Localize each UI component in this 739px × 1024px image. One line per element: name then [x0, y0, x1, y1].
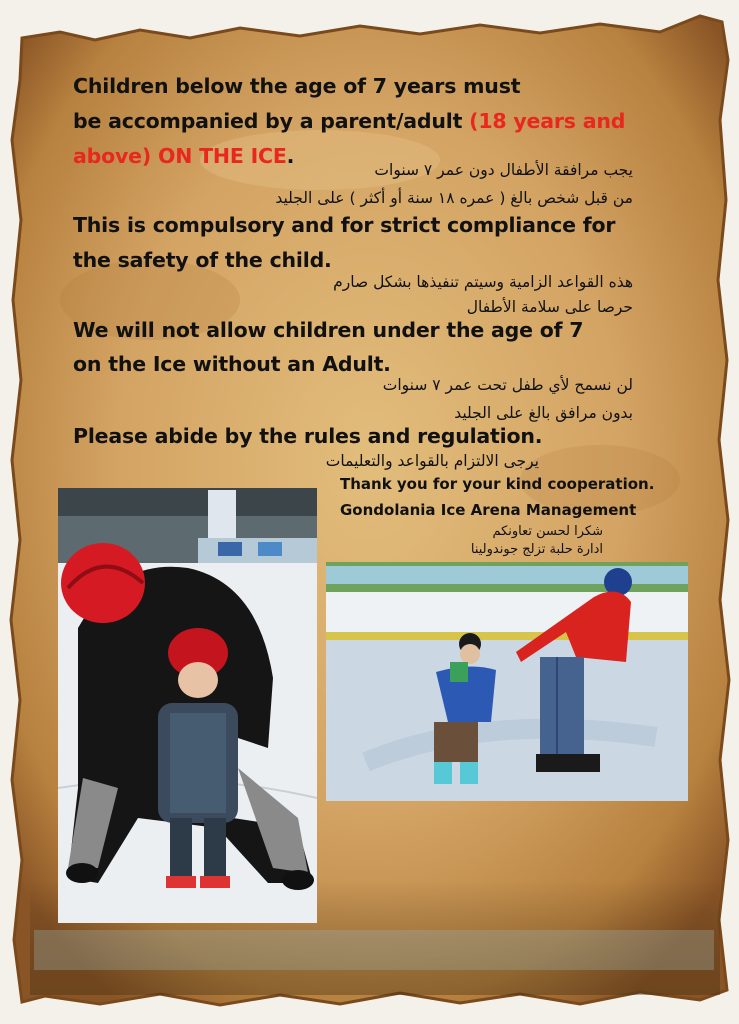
rule1-arabic-line2: من قبل شخص بالغ ( عمره ١٨ سنة أو أكثر ) على الجليد [275, 189, 633, 207]
rule1-line2-text: be accompanied by a parent/adult [73, 109, 470, 133]
rule1-line2 [73, 104, 625, 138]
signature-arabic: ادارة حلبة تزلج جوندولينا [470, 542, 603, 557]
rule2-line2: the safety of the child. [73, 248, 332, 272]
rule2-arabic-line2: حرصا على سلامة الأطفال [466, 298, 633, 316]
rule1-line3 [73, 139, 294, 173]
management-signature: Gondolania Ice Arena Management [340, 501, 637, 519]
rule4-arabic: يرجى الالتزام بالقواعد والتعليمات [325, 452, 539, 470]
rule3-arabic-line1: لن نسمح لأي طفل تحت عمر ٧ سنوات [382, 376, 633, 394]
rule1-arabic-line1: يجب مرافقة الأطفال دون عمر ٧ سنوات [374, 161, 633, 179]
thanks-text: Thank you for your kind cooperation. [340, 475, 655, 493]
thanks-arabic: شكرا لحسن تعاونكم [492, 524, 603, 539]
rule2-line1: This is compulsory and for strict compliance for [73, 213, 616, 237]
rule3-line2: on the Ice without an Adult. [73, 352, 391, 376]
rule4: Please abide by the rules and regulation. [73, 424, 543, 448]
rule1-period: . [286, 144, 295, 168]
rule3-arabic-line2: بدون مرافق بالغ على الجليد [454, 404, 633, 422]
rule3-line1: We will not allow children under the age of 7 [73, 318, 584, 342]
rule1-age-highlight: (18 years and [469, 109, 626, 133]
rule1-line1: Children below the age of 7 years must [73, 74, 521, 98]
photo-adult-helping-toddler [58, 488, 317, 923]
photo-toddler-illustration [58, 488, 317, 923]
rule2-arabic-line1: هذه القواعد الزامية وسيتم تنفيذها بشكل صارم [333, 273, 633, 291]
rule1-on-ice-highlight: above) ON THE ICE [73, 144, 287, 168]
photo-parent-holding-child-hand [326, 562, 688, 801]
photo-skating-illustration [326, 562, 688, 801]
